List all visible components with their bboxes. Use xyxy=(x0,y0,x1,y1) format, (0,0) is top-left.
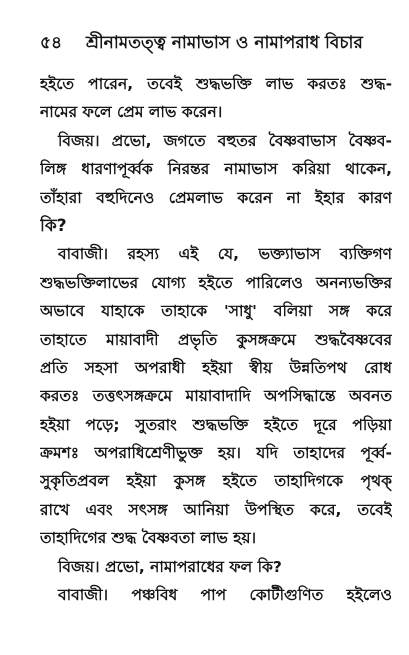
text-line: করতঃ তত্তৎসঙ্গক্রমে মায়াবাদাদি অপসিদ্ধান্তে অবনত xyxy=(40,387,392,406)
text-line: সুকৃতিপ্রবল হইয়া কুসঙ্গ হইতে তাহাদিগকে পৃথক্ xyxy=(40,472,392,491)
text-line: নামের ফলে প্রেম লাভ করেন। xyxy=(40,103,223,122)
text-line: বাবাজী। রহস্য এই যে, ভক্ত্যাভাস ব্যক্তিগণ xyxy=(58,245,392,264)
text-line: তাহাতে মায়াবাদী প্রভৃতি কুসঙ্গক্রমে শুদ্ধবৈষ্ণবের xyxy=(40,330,392,349)
text-line: তাঁহারা বহুদিনেও প্রেমলাভ করেন না ইহার কারণ xyxy=(40,188,392,207)
text-line: প্রতি সহসা অপরাধী হইয়া স্বীয় উন্নতিপথ রোধ xyxy=(40,358,392,377)
text-line: হইয়া পড়ে; সুতরাং শুদ্ধভক্তি হইতে দূরে পড়িয়া xyxy=(40,415,392,434)
page-number: ৫৪ xyxy=(40,33,63,53)
text-line: হইতে পারেন, তবেই শুদ্ধভক্তি লাভ করতঃ শুদ্ধ- xyxy=(40,75,392,93)
text-line: বাবাজী। পঞ্চবিধ পাপ কোটীগুণিত হইলেও xyxy=(58,586,392,605)
text-line: তাহাদিগের শুদ্ধ বৈষ্ণবতা লাভ হয়। xyxy=(40,529,257,548)
text-line: বিজয়। প্রভো, নামাপরাধের ফল কি? xyxy=(58,557,282,576)
text-line: লিঙ্গ ধারণাপূর্ব্বক নিরন্তর নামাভাস করিয়া থাকেন, xyxy=(40,160,392,179)
text-line: ক্রমশঃ অপরাধিশ্রেণীভুক্ত হয়। যদি তাহাদের পূর্ব্ব- xyxy=(40,444,392,463)
text-line: বিজয়। প্রভো, জগতে বহুতর বৈষ্ণবাভাস বৈষ্ণব- xyxy=(58,131,392,150)
text-line: অভাবে যাহাকে তাহাকে 'সাধু' বলিয়া সঙ্গ করে xyxy=(40,302,392,321)
body-text xyxy=(40,70,392,609)
page-header xyxy=(40,30,389,56)
text-line: শুদ্ধভক্তিলাভের যোগ্য হইতে পারিলেও অনন্যভক্তির xyxy=(40,273,392,292)
text-line: কি? xyxy=(40,215,67,236)
running-title: শ্রীনামতত্ত্ব নামাভাস ও নামাপরাধ বিচার xyxy=(86,33,363,53)
text-line: রাখে এবং সৎসঙ্গ আনিয়া উপস্থিত করে, তবেই xyxy=(40,500,392,519)
